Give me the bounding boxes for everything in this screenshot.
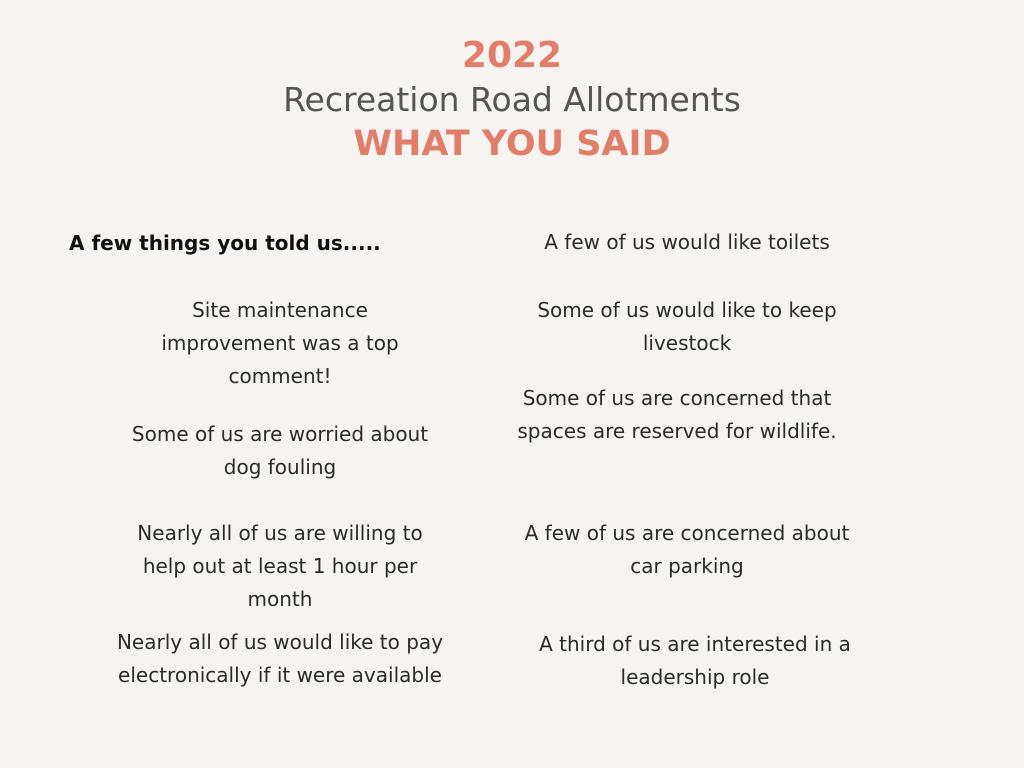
page-title: Recreation Road Allotments <box>283 80 741 119</box>
intro-heading: A few things you told us..... <box>69 231 381 255</box>
feedback-item-livestock: Some of us would like to keep livestock <box>537 298 837 355</box>
feedback-item-maintenance: Site maintenance improvement was a top comment! <box>161 298 399 388</box>
feedback-item-volunteering: Nearly all of us are willing to help out at least 1 hour per month <box>137 521 423 611</box>
feedback-item-dog-fouling: Some of us are worried about dog fouling <box>131 422 429 479</box>
feedback-item-wildlife: Some of us are concerned that spaces are reserved for wildlife. <box>517 386 837 443</box>
title-year: 2022 <box>461 35 563 76</box>
feedback-item-car-parking: A few of us are concerned about car parking <box>524 521 850 578</box>
feedback-item-electronic-payment: Nearly all of us would like to pay electronically if it were available <box>116 630 444 687</box>
feedback-item-toilets: A few of us would like toilets <box>544 230 830 254</box>
page-subtitle: WHAT YOU SAID <box>353 124 671 164</box>
feedback-item-leadership: A third of us are interested in a leadership role <box>539 632 851 689</box>
